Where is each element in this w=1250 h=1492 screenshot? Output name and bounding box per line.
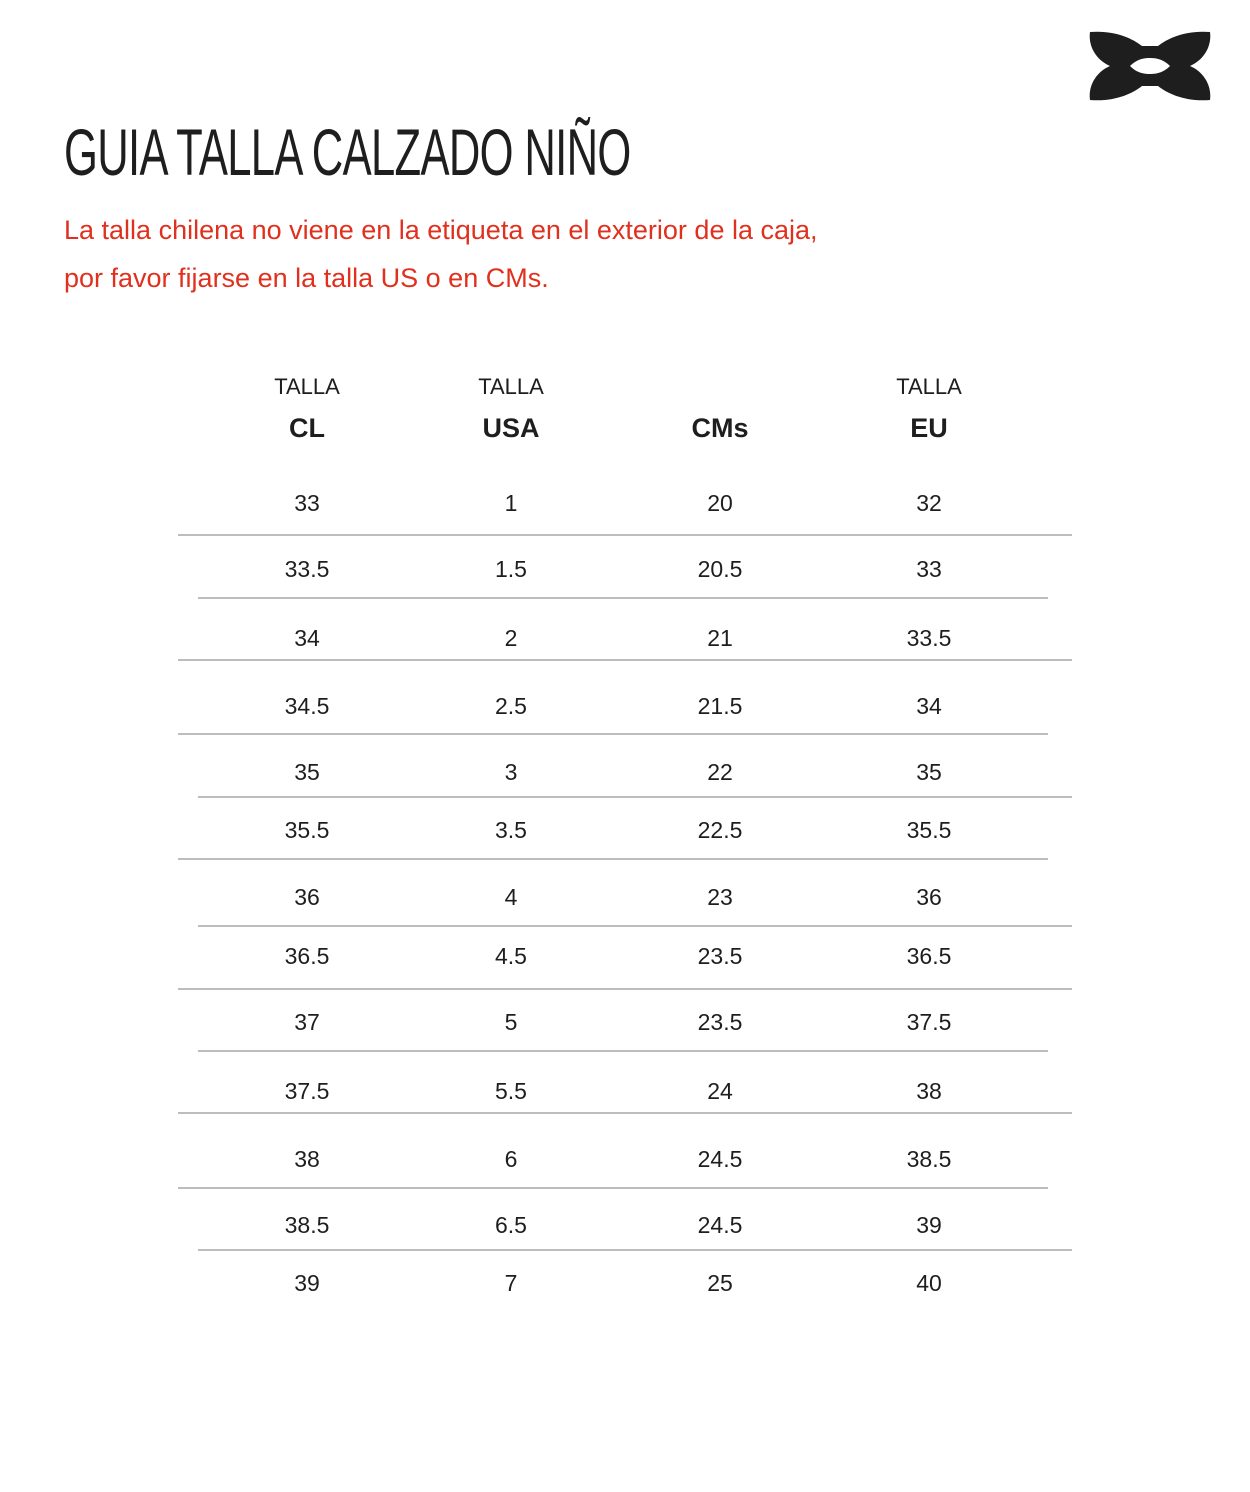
header-usa-prefix: TALLA — [478, 374, 544, 399]
header-cms-label: CMs — [691, 413, 749, 443]
cell-cl: 36.5 — [284, 943, 330, 969]
row-divider — [198, 597, 1048, 599]
cell-cl: 37 — [294, 1009, 320, 1035]
cell-cl: 38.5 — [284, 1212, 330, 1238]
cell-eu: 39 — [916, 1212, 942, 1238]
cell-eu: 36.5 — [906, 943, 952, 969]
row-divider — [198, 1050, 1048, 1052]
cell-cms: 20.5 — [697, 556, 743, 582]
cell-cl: 34.5 — [284, 693, 330, 719]
page-title: GUIA TALLA CALZADO NIÑO — [64, 115, 631, 189]
cell-usa: 1.5 — [495, 556, 527, 582]
row-divider — [198, 925, 1072, 927]
cell-eu: 35.5 — [906, 817, 952, 843]
cell-eu: 34 — [916, 693, 942, 719]
cell-cl: 35 — [294, 759, 320, 785]
cell-cms: 23.5 — [697, 943, 743, 969]
cell-usa: 2.5 — [495, 693, 527, 719]
cell-cms: 20 — [707, 490, 733, 516]
cell-cl: 34 — [294, 625, 320, 651]
cell-usa: 6.5 — [495, 1212, 527, 1238]
row-divider — [198, 796, 1072, 798]
cell-usa: 7 — [504, 1270, 518, 1296]
cell-eu: 32 — [916, 490, 942, 516]
cell-usa: 3.5 — [495, 817, 527, 843]
cell-cms: 21.5 — [697, 693, 743, 719]
cell-eu: 37.5 — [906, 1009, 952, 1035]
cell-usa: 6 — [504, 1146, 518, 1172]
header-cl-prefix: TALLA — [274, 374, 340, 399]
cell-cl: 33.5 — [284, 556, 330, 582]
cell-eu: 38.5 — [906, 1146, 952, 1172]
cell-eu: 36 — [916, 884, 942, 910]
cell-cl: 39 — [294, 1270, 320, 1296]
cell-usa: 5 — [504, 1009, 518, 1035]
notice-line-2: por favor fijarse en la talla US o en CMs. — [64, 263, 549, 293]
cell-cms: 24.5 — [697, 1212, 743, 1238]
header-cl-label: CL — [289, 413, 325, 443]
cell-eu: 38 — [916, 1078, 942, 1104]
cell-cl: 35.5 — [284, 817, 330, 843]
row-divider — [178, 659, 1072, 661]
cell-eu: 40 — [916, 1270, 942, 1296]
cell-cms: 22.5 — [697, 817, 743, 843]
cell-eu: 33 — [916, 556, 942, 582]
cell-cms: 23 — [707, 884, 733, 910]
cell-cms: 24.5 — [697, 1146, 743, 1172]
cell-cl: 38 — [294, 1146, 320, 1172]
cell-usa: 5.5 — [495, 1078, 527, 1104]
cell-cl: 37.5 — [284, 1078, 330, 1104]
cell-usa: 4.5 — [495, 943, 527, 969]
cell-cms: 24 — [707, 1078, 733, 1104]
cell-cms: 22 — [707, 759, 733, 785]
row-divider — [178, 733, 1048, 735]
row-divider — [178, 988, 1072, 990]
cell-eu: 33.5 — [906, 625, 952, 651]
row-divider — [178, 858, 1048, 860]
cell-usa: 4 — [504, 884, 518, 910]
row-divider — [178, 1112, 1072, 1114]
cell-usa: 1 — [504, 490, 518, 516]
cell-usa: 2 — [504, 625, 518, 651]
notice-line-1: La talla chilena no viene en la etiqueta en el exterior de la caja, — [64, 215, 818, 245]
row-divider — [198, 1249, 1072, 1251]
header-eu-prefix: TALLA — [896, 374, 962, 399]
cell-eu: 35 — [916, 759, 942, 785]
row-divider — [178, 1187, 1048, 1189]
header-usa-label: USA — [482, 413, 540, 443]
cell-cms: 23.5 — [697, 1009, 743, 1035]
cell-cl: 33 — [294, 490, 320, 516]
cell-cms: 25 — [707, 1270, 733, 1296]
cell-cms: 21 — [707, 625, 733, 651]
header-eu-label: EU — [910, 413, 948, 443]
row-divider — [178, 534, 1072, 536]
cell-cl: 36 — [294, 884, 320, 910]
cell-usa: 3 — [504, 759, 518, 785]
